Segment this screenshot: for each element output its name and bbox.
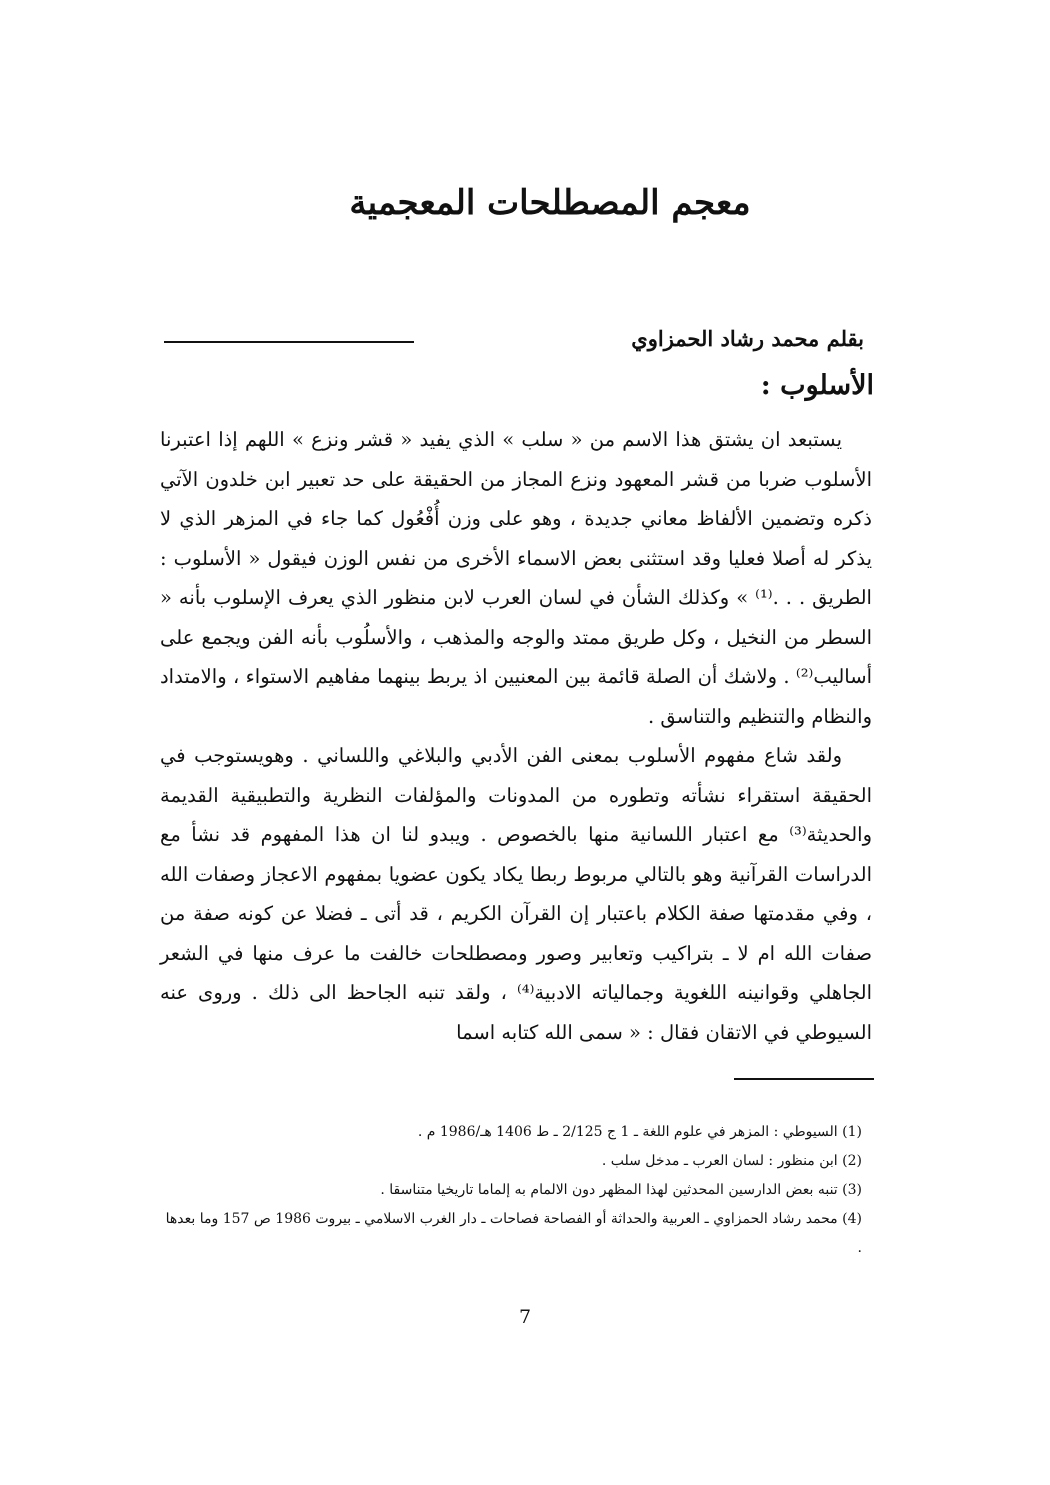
footnotes-list [160,1118,872,1263]
footnote-item: (2) ابن منظور : لسان العرب ـ مدخل سلب . [601,1153,862,1169]
page-title: معجم المصطلحات المعجمية [349,183,751,223]
section-heading: الأسلوب : [760,370,874,401]
footnote-divider [734,1078,874,1080]
footnote-item: (3) تنبه بعض الدارسين المحدثين لهذا المظهر دون الالمام به إلماما تاريخيا متناسقا . [380,1182,862,1198]
footnote-item: (4) محمد رشاد الحمزاوي ـ العربية والحداثة أو الفصاحة فصاحات ـ دار الغرب الاسلامي ـ بيروت 1986 ص 157 وما بعدها . [165,1211,862,1256]
paragraph: ولقد شاع مفهوم الأسلوب بمعنى الفن الأدبي والبلاغي واللساني . وهويستوجب في الحقيقة استقراء نشأته وتطوره من المدونات والمؤلفات النظرية والتطبيقية القديمة والحديثة⁽³⁾ مع اعتبار اللسانية منها بالخصوص . ويبدو لنا ان هذا المفهوم قد نشأ مع الدراسات القرآنية وهو بالتالي مربوط ربطا يكاد يكون عضويا بمفهوم الاعجاز وصفات الله ، وفي مقدمتها صفة الكلام باعتبار إن القرآن الكريم ، قد أتى ـ فضلا عن كونه صفة من صفات الله ام لا ـ بتراكيب وتعابير وصور ومصطلحات خالفت ما عرف منها في الشعر الجاهلي وقوانينه اللغوية وجمالياته الادبية⁽⁴⁾ ، ولقد تنبه الجاحظ الى ذلك . وروى عنه السيوطي في الاتقان فقال : « سمى الله كتابه اسما [160,744,872,1044]
byline-row [164,326,864,376]
footnote-item: (1) السيوطي : المزهر في علوم اللغة ـ 1 ج 2/125 ـ ط 1406 هـ/1986 م . [417,1124,862,1140]
byline-divider [164,341,414,343]
body-text [160,420,872,1052]
paragraph: يستبعد ان يشتق هذا الاسم من « سلب » الذي يفيد « قشر ونزع » اللهم إذا اعتبرنا الأسلوب ضربا من قشر المعهود ونزع المجاز من الحقيقة على حد تعبير ابن خلدون الآتي ذكره وتضمين الألفاظ معاني جديدة ، وهو على وزن أُفْعُول كما جاء في المزهر الذي لا يذكر له أصلا فعليا وقد استثنى بعض الاسماء الأخرى من نفس الوزن فيقول « الأسلوب : الطريق . . .⁽¹⁾ » وكذلك الشأن في لسان العرب لابن منظور الذي يعرف الإسلوب بأنه « السطر من النخيل ، وكل طريق ممتد والوجه والمذهب ، والأسلُوب بأنه الفن ويجمع على أساليب⁽²⁾ . ولاشك أن الصلة قائمة بين المعنيين اذ يربط بينهما مفاهيم الاستواء ، والامتداد والنظام والتنظيم والتناسق . [160,428,872,728]
author-byline: بقلم محمد رشاد الحمزاوي [631,326,864,351]
page-number: 7 [518,1306,532,1328]
